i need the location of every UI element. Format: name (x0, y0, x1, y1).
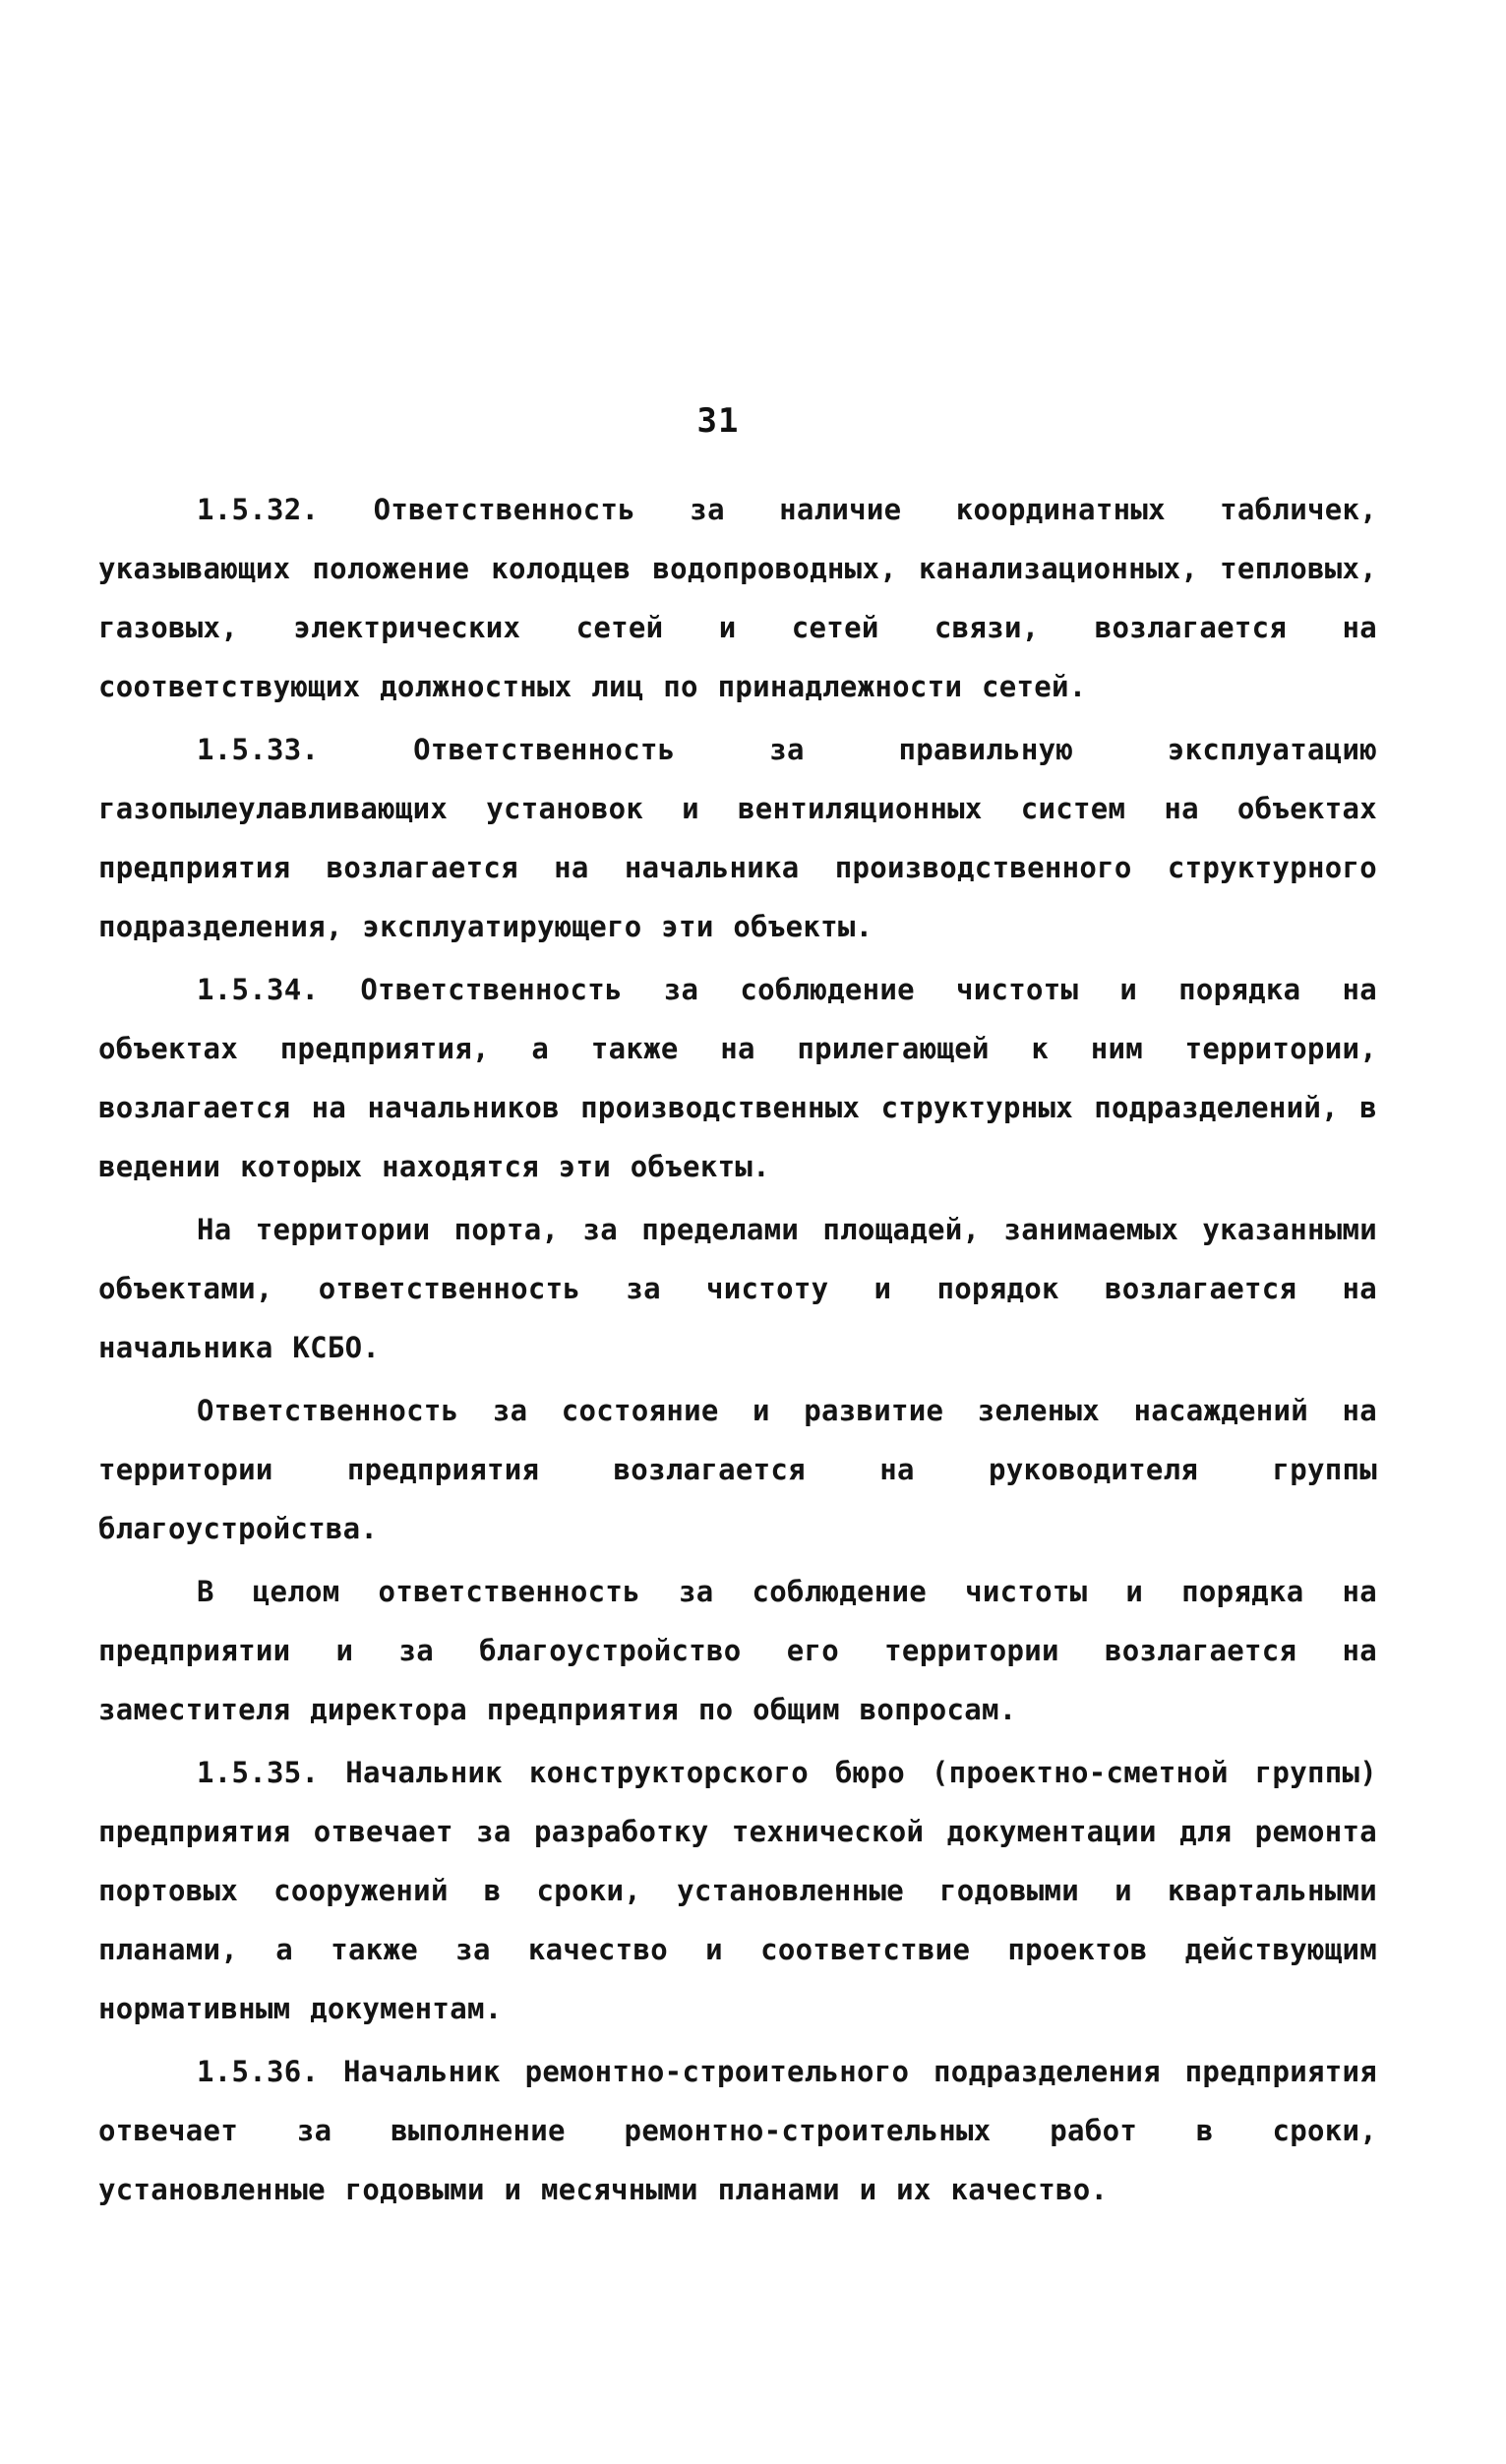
paragraph-overall-responsibility: В целом ответственность за соблюдение чистоты и порядка на предприятии и за благоустройство его территории возлагается на заместителя директора предприятия по общим вопросам. (98, 1575, 1377, 1726)
paragraph-1-5-34: 1.5.34. Ответственность за соблюдение чистоты и порядка на объектах предприятия, а также на прилегающей к ним территории, возлагается на начальников производственных структурных подразделений, в ведении которых находятся эти объекты. (98, 973, 1377, 1183)
document-body (98, 480, 1377, 2219)
paragraph-1-5-36: 1.5.36. Начальник ремонтно-строительного подразделения предприятия отвечает за выполнение ремонтно-строительных работ в сроки, установленные годовыми и месячными планами и их качество. (98, 2055, 1377, 2206)
paragraph-port-territory: На территории порта, за пределами площадей, занимаемых указанными объектами, ответственность за чистоту и порядок возлагается на начальника КСБО. (98, 1213, 1377, 1364)
paragraph-1-5-33: 1.5.33. Ответственность за правильную эксплуатацию газопылеулавливающих установок и вентиляционных систем на объектах предприятия возлагается на начальника производственного структурного подразделения, эксплуатирующего эти объекты. (98, 733, 1377, 943)
page-number: 31 (696, 401, 740, 441)
paragraph-green-areas: Ответственность за состояние и развитие зеленых насаждений на территории предприятия возлагается на руководителя группы благоустройства. (98, 1394, 1377, 1545)
paragraph-1-5-35: 1.5.35. Начальник конструкторского бюро (проектно-сметной группы) предприятия отвечает за разработку технической документации для ремонта портовых сооружений в сроки, установленные годовыми и квартальными планами, а также за качество и соответствие проектов действующим нормативным документам. (98, 1756, 1377, 2025)
paragraph-1-5-32: 1.5.32. Ответственность за наличие координатных табличек, указывающих положение колодцев водопроводных, канализационных, тепловых, газовых, электрических сетей и сетей связи, возлагается на соответствующих должностных лиц по принадлежности сетей. (98, 493, 1377, 703)
